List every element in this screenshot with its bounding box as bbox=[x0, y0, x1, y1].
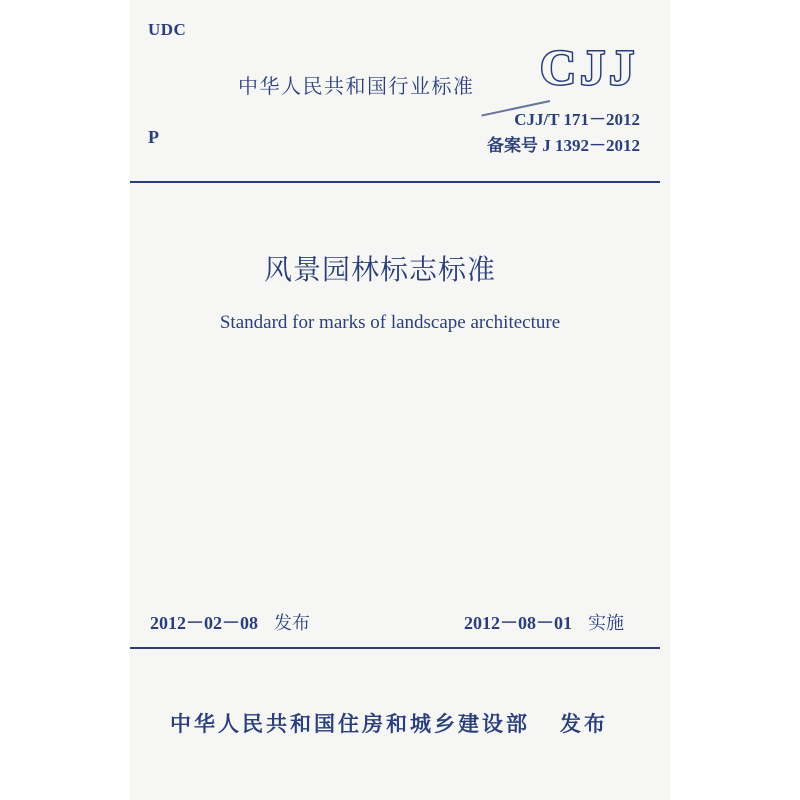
standard-code: CJJ/T 171－2012 bbox=[514, 110, 640, 129]
document-cover bbox=[130, 0, 670, 800]
publisher-name: 中华人民共和国住房和城乡建设部 bbox=[170, 712, 530, 736]
top-divider bbox=[130, 181, 660, 183]
implement-label: 实施 bbox=[588, 613, 624, 634]
issue-label: 发布 bbox=[274, 613, 310, 634]
title-chinese: 风景园林标志标准 bbox=[263, 253, 496, 286]
bottom-divider bbox=[130, 647, 660, 649]
publisher-line bbox=[170, 708, 608, 738]
issue-date: 2012－02－08 bbox=[150, 613, 258, 633]
category-label: P bbox=[148, 127, 159, 147]
industry-standard-label: 中华人民共和国行业标准 bbox=[238, 74, 475, 98]
udc-label: UDC bbox=[148, 20, 187, 39]
cjj-logo: CJJ bbox=[540, 39, 639, 95]
publisher-action: 发布 bbox=[560, 712, 608, 736]
record-number: 备案号 J 1392－2012 bbox=[487, 136, 640, 155]
title-english: Standard for marks of landscape architecture bbox=[219, 312, 561, 333]
issue-date-line bbox=[150, 609, 310, 635]
implement-date: 2012－08－01 bbox=[464, 613, 572, 633]
implement-date-line bbox=[464, 609, 624, 635]
